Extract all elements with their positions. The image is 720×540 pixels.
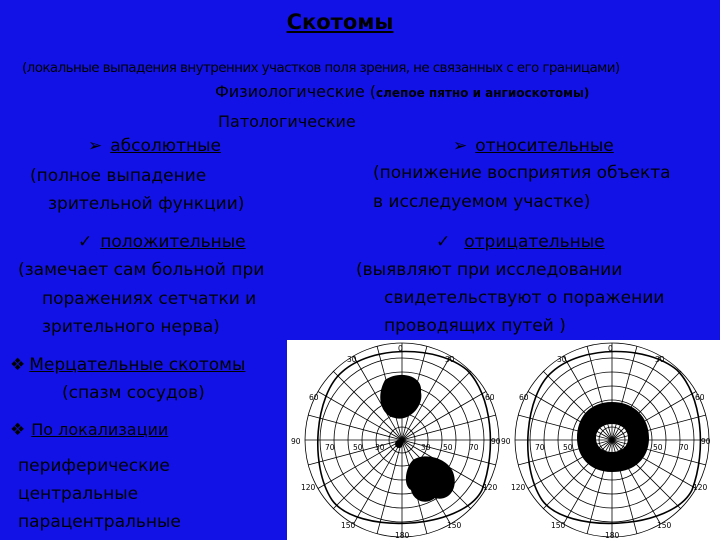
location-item — [10, 420, 168, 440]
arrow-bullet-icon: ➢ — [88, 136, 103, 156]
lbl: 60 — [485, 393, 495, 402]
relative-desc-line-1: (понижение восприятия объекта — [373, 163, 671, 183]
lbl: 120 — [483, 483, 498, 492]
lbl: 60 — [695, 393, 705, 402]
positive-label: положительные — [100, 232, 246, 252]
arrow-bullet-icon: ➢ — [453, 136, 468, 156]
right-visual-field-chart — [515, 343, 709, 537]
lbl: 90 — [701, 437, 711, 446]
lbl: 90 — [291, 437, 301, 446]
lbl: 30 — [631, 443, 641, 452]
lbl: 30 — [421, 443, 431, 452]
lbl: 50 — [653, 443, 663, 452]
absolute-desc-line-1: (полное выпадение — [30, 166, 207, 186]
lbl: 30 — [375, 443, 385, 452]
lbl: 120 — [511, 483, 526, 492]
location-paracentral: парацентральные — [18, 512, 181, 532]
physiological-heading — [215, 82, 589, 101]
check-bullet-icon: ✓ — [78, 232, 93, 252]
flicker-desc: (спазм сосудов) — [62, 383, 205, 403]
slide-subtitle: (локальные выпадения внутренних участков поля зрения, не связанных с его границами) — [22, 60, 620, 76]
positive-item — [78, 232, 246, 252]
lbl: 70 — [535, 443, 545, 452]
diamond-bullet-icon: ❖ — [10, 420, 26, 440]
negative-label: отрицательные — [464, 232, 605, 252]
lbl: 150 — [551, 521, 566, 530]
location-peripheral: периферические — [18, 456, 170, 476]
lbl: 30 — [655, 355, 665, 364]
negative-desc-line-2: свидетельствуют о поражении — [384, 288, 665, 308]
physiological-note: слепое пятно и ангиоскотомы) — [376, 86, 590, 100]
lbl: 0 — [608, 344, 613, 353]
blind-spot — [395, 440, 403, 448]
flicker-label: Мерцательные скотомы — [29, 355, 246, 375]
lbl: 70 — [469, 443, 479, 452]
absolute-item — [88, 136, 221, 156]
absolute-label: абсолютные — [110, 136, 221, 156]
scotoma-lower — [406, 456, 455, 501]
lbl: 60 — [309, 393, 319, 402]
negative-desc-line-1: (выявляют при исследовании — [356, 260, 623, 280]
lbl: 150 — [447, 521, 462, 530]
lbl: 120 — [693, 483, 708, 492]
lbl: 50 — [443, 443, 453, 452]
location-central: центральные — [18, 484, 139, 504]
relative-desc-line-2: в исследуемом участке) — [373, 192, 591, 212]
flicker-item — [10, 355, 245, 375]
negative-desc-line-3: проводящих путей ) — [384, 316, 566, 336]
lbl: 70 — [679, 443, 689, 452]
check-bullet-icon: ✓ — [436, 232, 451, 252]
slide-title: Скотомы — [286, 10, 394, 34]
lbl: 180 — [605, 531, 620, 540]
diamond-bullet-icon: ❖ — [10, 355, 26, 375]
lbl: 0 — [398, 344, 403, 353]
lbl: 30 — [347, 355, 357, 364]
relative-label: относительные — [475, 136, 614, 156]
lbl: 60 — [519, 393, 529, 402]
lbl: 120 — [301, 483, 316, 492]
location-label: По локализации — [31, 420, 169, 439]
negative-item — [436, 232, 605, 252]
lbl: 90 — [501, 437, 511, 446]
lbl: 50 — [353, 443, 363, 452]
lbl: 30 — [557, 355, 567, 364]
lbl: 150 — [657, 521, 672, 530]
positive-desc-line-3: зрительного нерва) — [42, 317, 220, 337]
lbl: 50 — [563, 443, 573, 452]
relative-item — [453, 136, 614, 156]
physiological-label: Физиологические ( — [215, 82, 377, 101]
lbl: 180 — [395, 531, 410, 540]
lbl: 30 — [445, 355, 455, 364]
visual-field-charts — [287, 340, 720, 540]
lbl: 70 — [325, 443, 335, 452]
pathological-heading: Патологические — [218, 112, 356, 131]
left-visual-field-chart — [305, 343, 499, 537]
absolute-desc-line-2: зрительной функции) — [48, 194, 245, 214]
positive-desc-line-2: поражениях сетчатки и — [42, 289, 257, 309]
scotoma-upper — [380, 375, 421, 419]
lbl: 30 — [585, 443, 595, 452]
lbl: 150 — [341, 521, 356, 530]
lbl: 90 — [491, 437, 501, 446]
positive-desc-line-1: (замечает сам больной при — [18, 260, 265, 280]
